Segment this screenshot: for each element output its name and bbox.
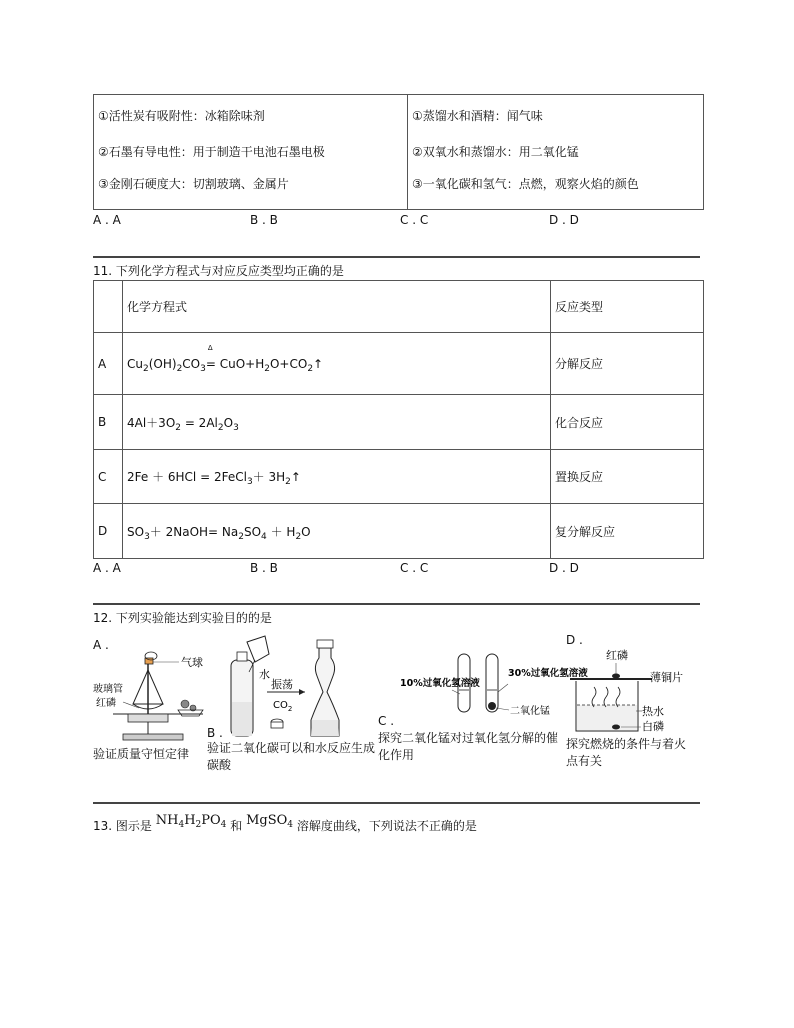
hot-water-label: 热水	[642, 705, 664, 718]
q10-left-item: ③金刚石硬度大：切割玻璃、金属片	[98, 177, 289, 191]
q11-header-blank	[94, 281, 123, 333]
q11-row-label: A	[94, 333, 123, 395]
q11-header-equation: 化学方程式	[123, 281, 551, 333]
c-left-label: 10%过氧化氢溶液	[400, 678, 480, 689]
copper-label: 薄铜片	[650, 671, 683, 684]
option-d[interactable]: D . D	[549, 213, 579, 227]
q12-b-diagram	[207, 632, 367, 742]
option-c[interactable]: C . C	[400, 561, 429, 575]
q11-title: 11. 下列化学方程式与对应反应类型均正确的是	[93, 264, 344, 278]
q12-b-caption: 验证二氧化碳可以和水反应生成碳酸	[207, 741, 376, 772]
q12-option-a-label[interactable]: A .	[93, 638, 109, 652]
q11-row-type: 置换反应	[551, 450, 704, 504]
option-b[interactable]: B . B	[250, 213, 278, 227]
q11-row-type: 化合反应	[551, 395, 704, 450]
divider	[93, 256, 700, 258]
co2-label: $CO_2$	[273, 700, 293, 713]
q12-c-diagram	[398, 650, 588, 720]
option-c[interactable]: C . C	[400, 213, 429, 227]
q10-right-cell	[408, 95, 704, 210]
q10-left-cell	[94, 95, 408, 210]
phosphorus-label: 红磷	[96, 698, 116, 709]
option-b[interactable]: B . B	[250, 561, 278, 575]
q13-suffix: 溶解度曲线，下列说法不正确的是	[296, 819, 477, 833]
red-phosphorus-label: 红磷	[606, 649, 628, 662]
q11-row-equation: $Cu_2(OH)_2CO_3$ Δ = $CuO+H_2O+CO_2↑$	[123, 333, 551, 395]
q11-row-label: C	[94, 450, 123, 504]
c-right-label: 30%过氧化氢溶液	[508, 668, 588, 679]
q11-row-label: B	[94, 395, 123, 450]
q12-a-caption: 验证质量守恒定律	[93, 747, 190, 761]
water-label: 水	[259, 668, 270, 681]
q12-title: 12. 下列实验能达到实验目的的是	[93, 611, 272, 625]
divider	[93, 802, 700, 804]
q10-right-item: ①蒸馏水和酒精：闻气味	[412, 109, 543, 123]
mgso4-formula: MgSO$_4$	[246, 813, 294, 830]
q12-d-caption: 探究燃烧的条件与着火点有关	[566, 737, 687, 768]
q10-options	[93, 213, 693, 229]
tube-label: 玻璃管	[93, 684, 123, 695]
q10-left-item: ②石墨有导电性：用于制造干电池石墨电极	[98, 145, 325, 159]
q12-option-c-label[interactable]: C .	[378, 714, 395, 728]
option-d[interactable]: D . D	[549, 561, 579, 575]
q11-row-equation: $4Al+3O_2 = 2Al_2O_3$	[123, 395, 551, 450]
q11-row-type: 复分解反应	[551, 504, 704, 559]
q13-title	[93, 812, 477, 841]
q11-header-type: 反应类型	[551, 281, 704, 333]
q11-options	[93, 561, 693, 577]
q11-table	[93, 280, 704, 559]
balloon-label: 气球	[181, 656, 203, 669]
q11-row-label: D	[94, 504, 123, 559]
q10-right-item: ③一氧化碳和氢气：点燃，观察火焰的颜色	[412, 177, 639, 191]
shake-label: 振荡	[271, 678, 293, 691]
q11-row-type: 分解反应	[551, 333, 704, 395]
c-mno2-label: 二氧化锰	[510, 706, 550, 717]
q10-right-item: ②双氧水和蒸馏水：用二氧化锰	[412, 145, 579, 159]
q12-c-caption: 探究二氧化锰对过氧化氢分解的催化作用	[378, 731, 559, 762]
q11-row-equation: $SO_3+$ 2NaOH= $Na_2SO_4 + H_2O$	[123, 504, 551, 559]
q10-table	[93, 94, 704, 210]
divider	[93, 603, 700, 605]
q12-a-diagram	[93, 652, 211, 744]
q11-row-equation: 2Fe ＋ 6HCl = 2FeCl$_3$＋ $3H_2↑$	[123, 450, 551, 504]
q13-mid: 和	[230, 819, 243, 833]
heat-mark: Δ	[207, 343, 213, 352]
q12-option-b-label[interactable]: B .	[207, 726, 223, 740]
nh4h2po4-formula: $NH_4H_2PO_4$	[155, 813, 227, 830]
option-a[interactable]: A . A	[93, 213, 121, 227]
white-phosphorus-label: 白磷	[642, 720, 664, 733]
q12-d-diagram	[566, 645, 706, 737]
option-a[interactable]: A . A	[93, 561, 121, 575]
q12-option-d-label[interactable]: D .	[566, 633, 583, 647]
q10-left-item: ①活性炭有吸附性：冰箱除味剂	[98, 109, 265, 123]
q13-prefix: 13. 图示是	[93, 819, 152, 833]
